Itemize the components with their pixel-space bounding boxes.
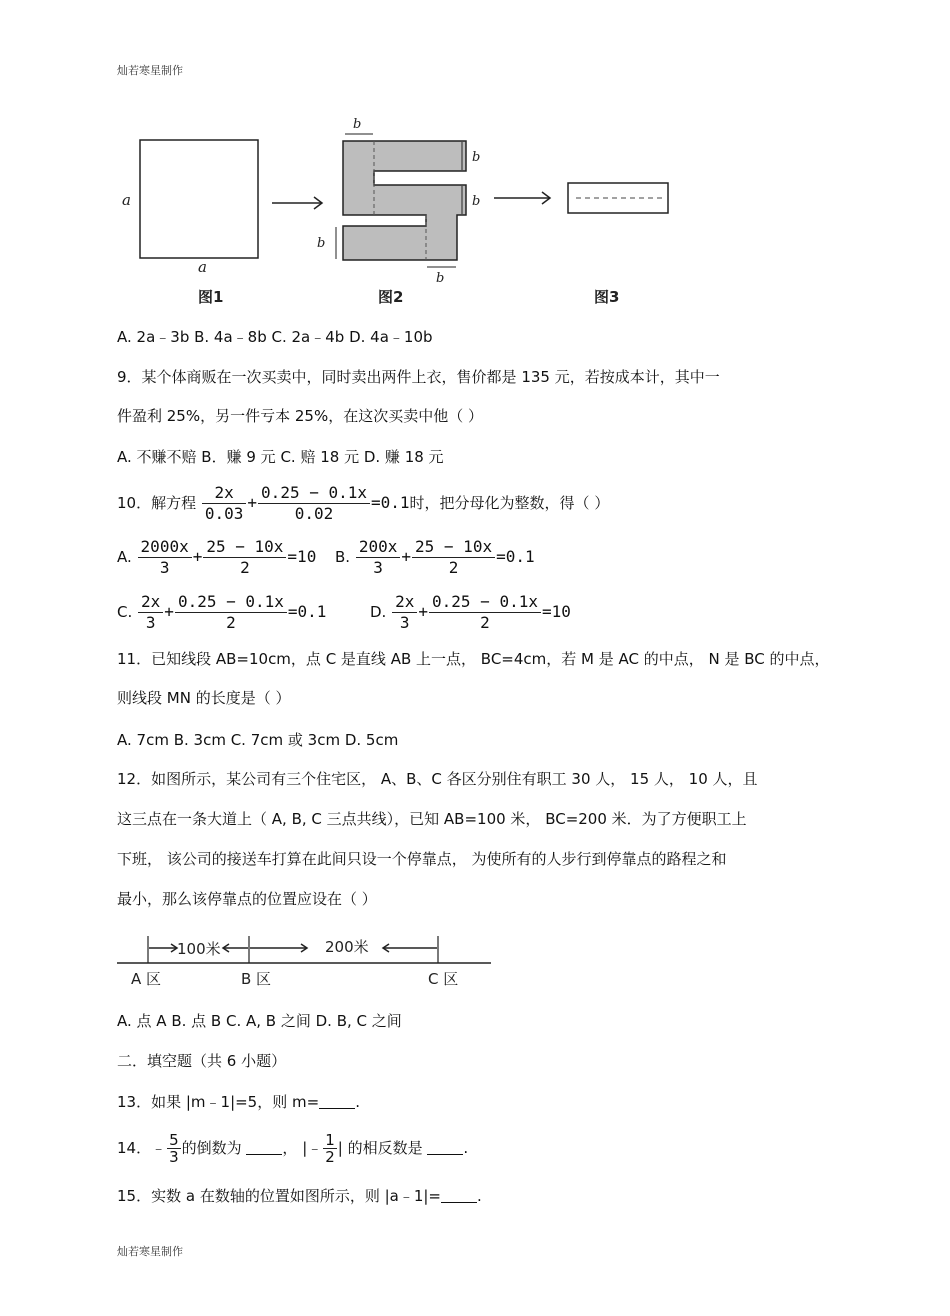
q12-options: A. 点 A B. 点 B C. A, B 之间 D. B, C 之间: [117, 1012, 402, 1030]
q12-fig-c-label: C 区: [428, 970, 459, 988]
q9-options: A. 不赚不赔 B．赚 9 元 C. 赔 18 元 D. 赚 18 元: [117, 448, 444, 466]
fig1-caption: 图1: [198, 288, 224, 306]
fig3-caption: 图3: [594, 288, 620, 306]
q10-stem: 10．解方程 $\frac{2x}{0.03}$ + $\frac{0.25 - 0.1x}{0.02}$ =0.1时，把分母化为整数，得（ ）: [117, 483, 610, 523]
svg-text:b: b: [472, 194, 481, 209]
q13: 13．如果 |m﹣1|=5，则 m= .: [117, 1093, 360, 1111]
q14-answer-blank-2[interactable]: [427, 1138, 463, 1155]
q10-option-b: B. $\frac{200x}{3}$ + $\frac{25 - 10x}{2}$ =0.1: [335, 537, 535, 577]
q12-fig-b-label: B 区: [241, 970, 272, 988]
q12-fig-bc-label: 200米: [325, 938, 369, 956]
q15-answer-blank[interactable]: [441, 1186, 477, 1203]
fig2-caption: 图2: [378, 288, 404, 306]
q10-option-a: A. $\frac{2000x}{3}$ + $\frac{25 - 10x}{2}$ =10: [117, 537, 317, 577]
figure-q8: [110, 108, 670, 313]
q10-option-c: C. $\frac{2x}{3}$ + $\frac{0.25 - 0.1x}{2}$ =0.1: [117, 592, 327, 632]
svg-text:b: b: [472, 150, 481, 165]
svg-text:b: b: [436, 271, 445, 286]
q14-answer-blank-1[interactable]: [246, 1138, 282, 1155]
q13-answer-blank[interactable]: [319, 1092, 355, 1109]
q12-line1: 12．如图所示，某公司有三个住宅区， A、B、C 各区分别住有职工 30 人， 15 人， 10 人，且: [117, 770, 758, 788]
q14: 14．﹣ $\frac{5}{3}$ 的倒数为 ， |﹣ $\frac{1}{2}$ | 的相反数是 .: [117, 1131, 469, 1166]
q9-line1: 9．某个体商贩在一次买卖中，同时卖出两件上衣，售价都是 135 元，若按成本计，其中一: [117, 368, 720, 386]
svg-text:b: b: [353, 117, 362, 132]
q12-line2: 这三点在一条大道上（ A, B, C 三点共线），已知 AB=100 米， BC=200 米．为了方便职工上: [117, 810, 747, 828]
page-footer: 灿若寒星制作: [117, 1245, 183, 1258]
section-2-title: 二．填空题（共 6 小题）: [117, 1052, 287, 1070]
fig1-label-a-bottom: a: [198, 258, 207, 276]
q8-options: A. 2a﹣3b B. 4a﹣8b C. 2a﹣4b D. 4a﹣10b: [117, 328, 433, 346]
q12-line4: 最小，那么该停靠点的位置应设在（ ）: [117, 890, 377, 908]
q10-option-d: D. $\frac{2x}{3}$ + $\frac{0.25 - 0.1x}{2}$ =10: [370, 592, 571, 632]
q12-fig-a-label: A 区: [131, 970, 162, 988]
q11-line1: 11．已知线段 AB=10cm，点 C 是直线 AB 上一点， BC=4cm，若 M 是 AC 的中点， N 是 BC 的中点，: [117, 650, 830, 668]
figure-q12: [115, 928, 495, 992]
page-header: 灿若寒星制作: [117, 64, 183, 77]
q12-fig-ab-label: 100米: [177, 940, 221, 958]
fig1-square: [140, 140, 258, 258]
q12-line3: 下班， 该公司的接送车打算在此间只设一个停靠点， 为使所有的人步行到停靠点的路程之和: [117, 850, 727, 868]
q9-line2: 件盈利 25%，另一件亏本 25%，在这次买卖中他（ ）: [117, 407, 483, 425]
svg-text:b: b: [317, 236, 326, 251]
fig2-s-shape: [343, 141, 466, 260]
q15: 15．实数 a 在数轴的位置如图所示，则 |a﹣1|= .: [117, 1187, 482, 1205]
q11-options: A. 7cm B. 3cm C. 7cm 或 3cm D. 5cm: [117, 731, 399, 749]
fig1-label-a-side: a: [122, 191, 131, 209]
q11-line2: 则线段 MN 的长度是（ ）: [117, 689, 291, 707]
